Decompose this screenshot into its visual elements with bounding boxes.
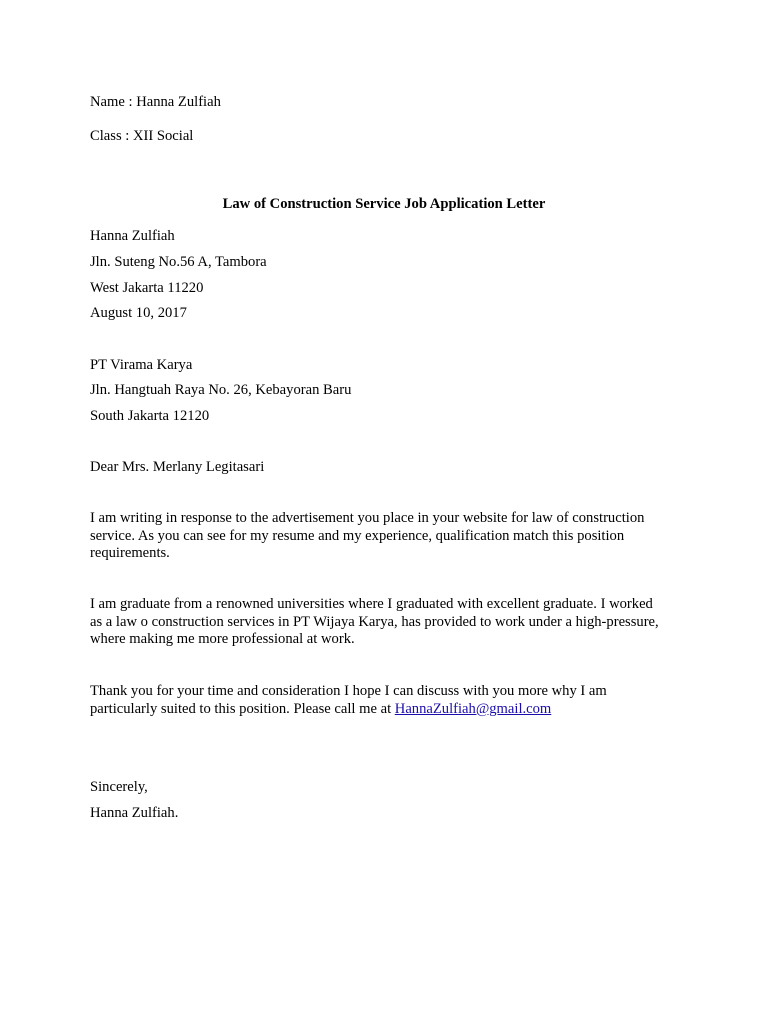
sender-name: Hanna Zulfiah: [90, 228, 175, 244]
recipient-city: South Jakarta 12120: [90, 408, 210, 424]
recipient-street: Jln. Hangtuah Raya No. 26, Kebayoran Baru: [90, 382, 352, 398]
email-link[interactable]: HannaZulfiah@gmail.com: [394, 700, 552, 717]
paragraph-line: requirements.: [90, 545, 170, 561]
recipient-company: PT Virama Karya: [90, 357, 193, 373]
paragraph-line: where making me more professional at work.: [90, 631, 355, 647]
body-paragraph-2: [90, 596, 690, 649]
letter-date: August 10, 2017: [90, 305, 187, 321]
closing: Sincerely,: [90, 779, 148, 795]
paragraph-line: I am graduate from a renowned universities where I graduated with excellent graduate. I worked: [90, 596, 653, 612]
student-class-line: Class : XII Social: [90, 128, 194, 144]
body-paragraph-1: [90, 510, 690, 563]
salutation: Dear Mrs. Merlany Legitasari: [90, 459, 265, 475]
paragraph-text: particularly suited to this position. Please call me at: [90, 700, 395, 717]
signature-name: Hanna Zulfiah.: [90, 805, 179, 821]
paragraph-line: as a law o construction services in PT Wijaya Karya, has provided to work under a high-pressure,: [90, 613, 659, 630]
paragraph-line: Thank you for your time and consideration I hope I can discuss with you more why I am: [90, 683, 607, 699]
letter-title: Law of Construction Service Job Application Letter: [222, 196, 546, 212]
paragraph-line: service. As you can see for my resume and my experience, qualification match this position: [90, 527, 625, 544]
body-paragraph-3: [90, 683, 690, 718]
paragraph-line-with-email: [90, 701, 690, 719]
sender-city: West Jakarta 11220: [90, 280, 204, 296]
paragraph-line: I am writing in response to the advertisement you place in your website for law of construction: [90, 510, 645, 526]
student-name-line: Name : Hanna Zulfiah: [90, 94, 221, 110]
sender-street: Jln. Suteng No.56 A, Tambora: [90, 254, 267, 270]
